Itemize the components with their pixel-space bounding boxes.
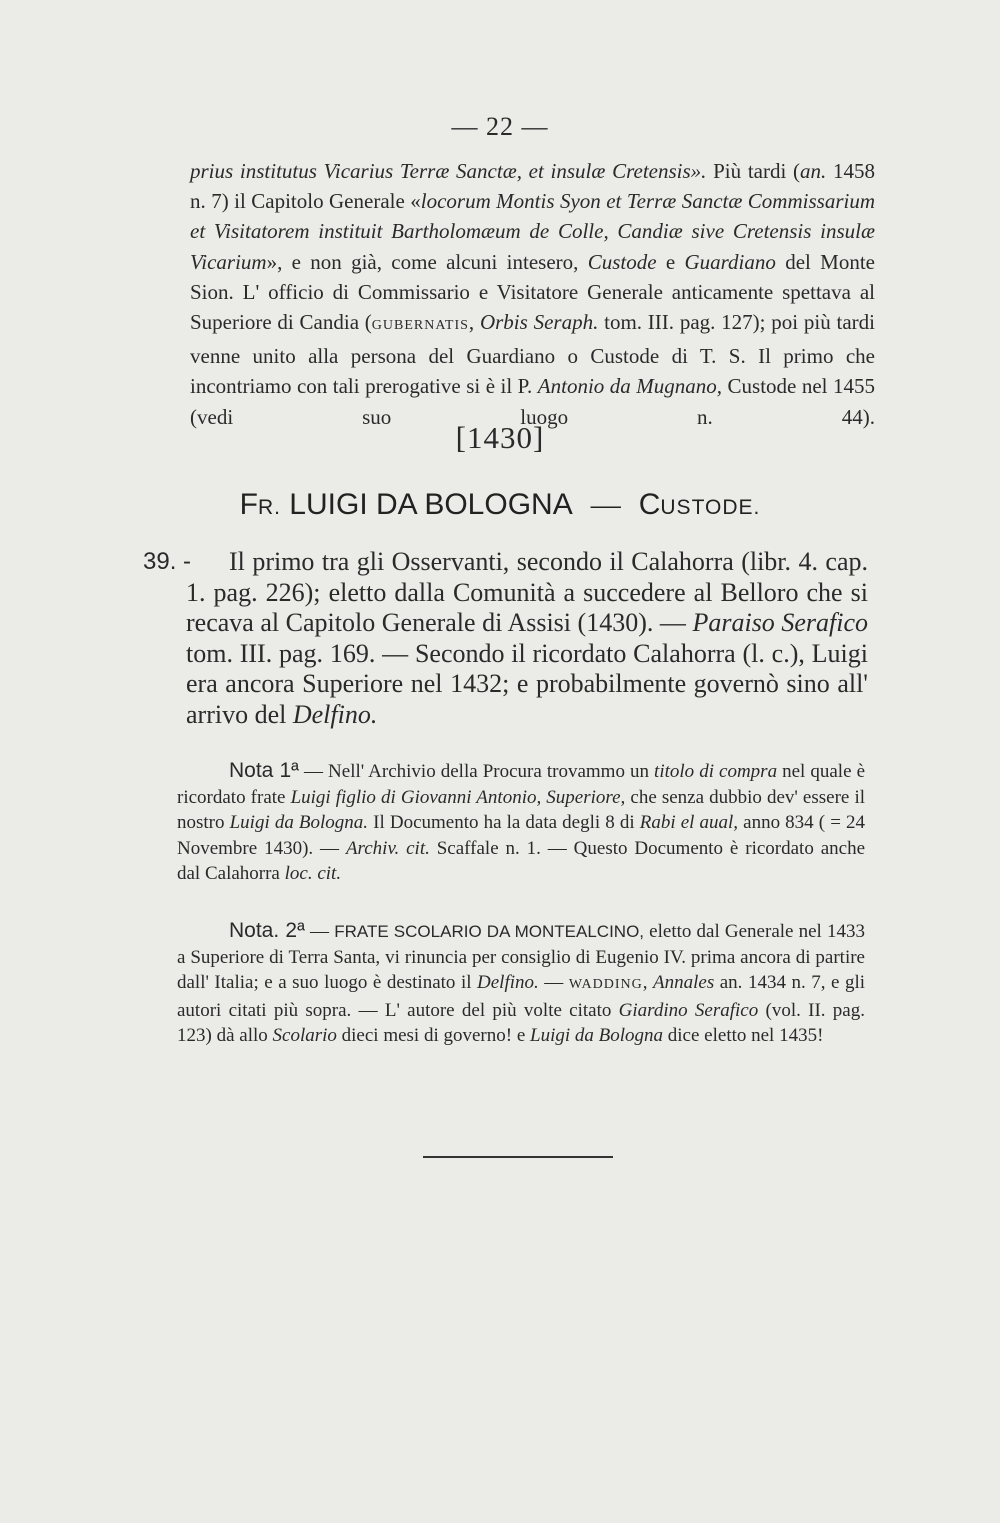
- name-caps: FRATE SCOLARIO DA MONTEALCINO,: [334, 922, 645, 941]
- page-number: — 22 —: [451, 112, 549, 141]
- text-run: Scaffale n. 1. — Questo Documento è ricordato anche dal Calahorra: [177, 837, 866, 884]
- text-run: Il primo tra gli Osservanti, secondo il Calahorra (libr. 4. cap. 1. pag. 226); eletto dalla Comunità a succedere al Belloro che si recava al Capitolo Generale di Assisi (1430). —: [186, 547, 868, 637]
- text-run: 1458 n. 7) il Capitolo Generale «: [190, 159, 875, 214]
- heading-title-initial: C: [638, 488, 661, 521]
- text-run: Il Documento ha la data degli 8 di: [368, 812, 640, 833]
- heading-fr-initial: F: [239, 488, 258, 521]
- text-run: dieci mesi di governo! e: [336, 1025, 531, 1046]
- text-italic: Delfino.: [477, 972, 539, 993]
- text-run: eletto dal Generale nel 1433 a Superiore di Terra Santa, vi rinuncia per consiglio di Eugenio IV. prima ancora di partire dall' Italia; e a suo luogo è destinato il: [177, 921, 865, 993]
- text-run: an. 1434 n. 7, e gli autori citati più sopra. — L' autore del più volte citato: [177, 972, 866, 1021]
- text-italic: locorum Montis Syon et Terræ Sanctæ Commissarium et Visitatorem instituit Bartholomæum de Colle, Candiæ sive Cretensis insulæ Vicarium: [190, 189, 875, 274]
- text-run: dice eletto nel 1435!: [663, 1025, 824, 1046]
- text-run: ,: [642, 972, 653, 993]
- text-italic: an.: [800, 159, 827, 183]
- note-2: [177, 918, 865, 1049]
- text-italic: Luigi da Bologna.: [229, 812, 369, 833]
- entry-number: 39. -: [143, 548, 192, 575]
- text-run: tom. III. pag. 127); poi più tardi venne unito alla persona del Guardiano o Custode di T. S. Il primo che incontriamo con tali prerogative si è il P.: [190, 310, 875, 399]
- text-run: anno 834 ( = 24 Novembre 1430). —: [177, 812, 866, 859]
- text-run: ,: [468, 310, 480, 335]
- section-heading: [0, 488, 1000, 522]
- text-italic: Rabi el aual,: [639, 812, 739, 833]
- text-run: Più tardi (: [706, 159, 801, 183]
- heading-title-rest: USTODE.: [660, 496, 761, 519]
- text-italic: prius institutus Vicarius Terræ Sanctæ, et insulæ Cretensis».: [190, 159, 707, 183]
- note-2-label: Nota. 2ª: [229, 919, 305, 942]
- text-italic: Luigi figlio di Giovanni Antonio, Superiore,: [290, 786, 626, 808]
- text-run: e: [656, 249, 685, 274]
- text-run: che senza dubbio dev' essere il nostro: [177, 786, 865, 833]
- heading-fr-rest: R.: [257, 496, 281, 519]
- heading-dash: —: [590, 488, 621, 521]
- heading-name: LUIGI DA BOLOGNA: [289, 488, 573, 521]
- text-run: tom. III. pag. 169. — Secondo il ricordato Calahorra (l. c.), Luigi era ancora Superiore nel 1432; e probabilmente governò sino all' arrivo del: [186, 638, 868, 729]
- text-italic: titolo di compra: [654, 761, 778, 782]
- text-italic: Luigi da Bologna: [530, 1025, 664, 1046]
- author-smallcaps: GUBERNATIS: [371, 318, 469, 334]
- intro-paragraph: [190, 156, 875, 432]
- entry-paragraph: [143, 547, 868, 730]
- text-italic: Antonio da Mugnano,: [537, 374, 723, 399]
- text-italic: Giardino Serafico: [618, 999, 759, 1021]
- note-1: [177, 758, 865, 887]
- text-italic: Scolario: [272, 1025, 337, 1046]
- text-run: (vol. II. pag. 123) dà allo: [177, 999, 865, 1046]
- year-heading: [1430]: [455, 420, 545, 455]
- author-smallcaps: WADDING: [568, 977, 643, 992]
- text-italic: Orbis Seraph.: [479, 310, 599, 335]
- text-run: —: [304, 921, 335, 942]
- text-run: — Nell' Archivio della Procura trovammo un: [298, 761, 655, 782]
- text-run: del Monte Sion. L' officio di Commissario e Visitatore Generale anticamente spettava al Superiore di Candia (: [190, 249, 875, 335]
- note-1-label: Nota 1ª: [229, 759, 299, 782]
- text-italic: Delfino.: [292, 699, 378, 729]
- end-rule: [423, 1156, 613, 1158]
- text-run: nel quale è ricordato frate: [177, 761, 865, 808]
- text-run: —: [538, 972, 569, 993]
- text-italic: Archiv. cit.: [345, 837, 430, 859]
- text-run: », e non già, come alcuni intesero,: [266, 249, 588, 274]
- text-italic: Paraiso Serafico: [692, 608, 868, 637]
- text-italic: Annales: [653, 972, 715, 993]
- text-italic: Guardiano: [684, 249, 776, 274]
- text-italic: loc. cit.: [284, 863, 342, 884]
- text-run: Custode nel 1455 (vedi suo luogo n. 44).: [190, 374, 875, 429]
- text-italic: Custode: [587, 249, 657, 274]
